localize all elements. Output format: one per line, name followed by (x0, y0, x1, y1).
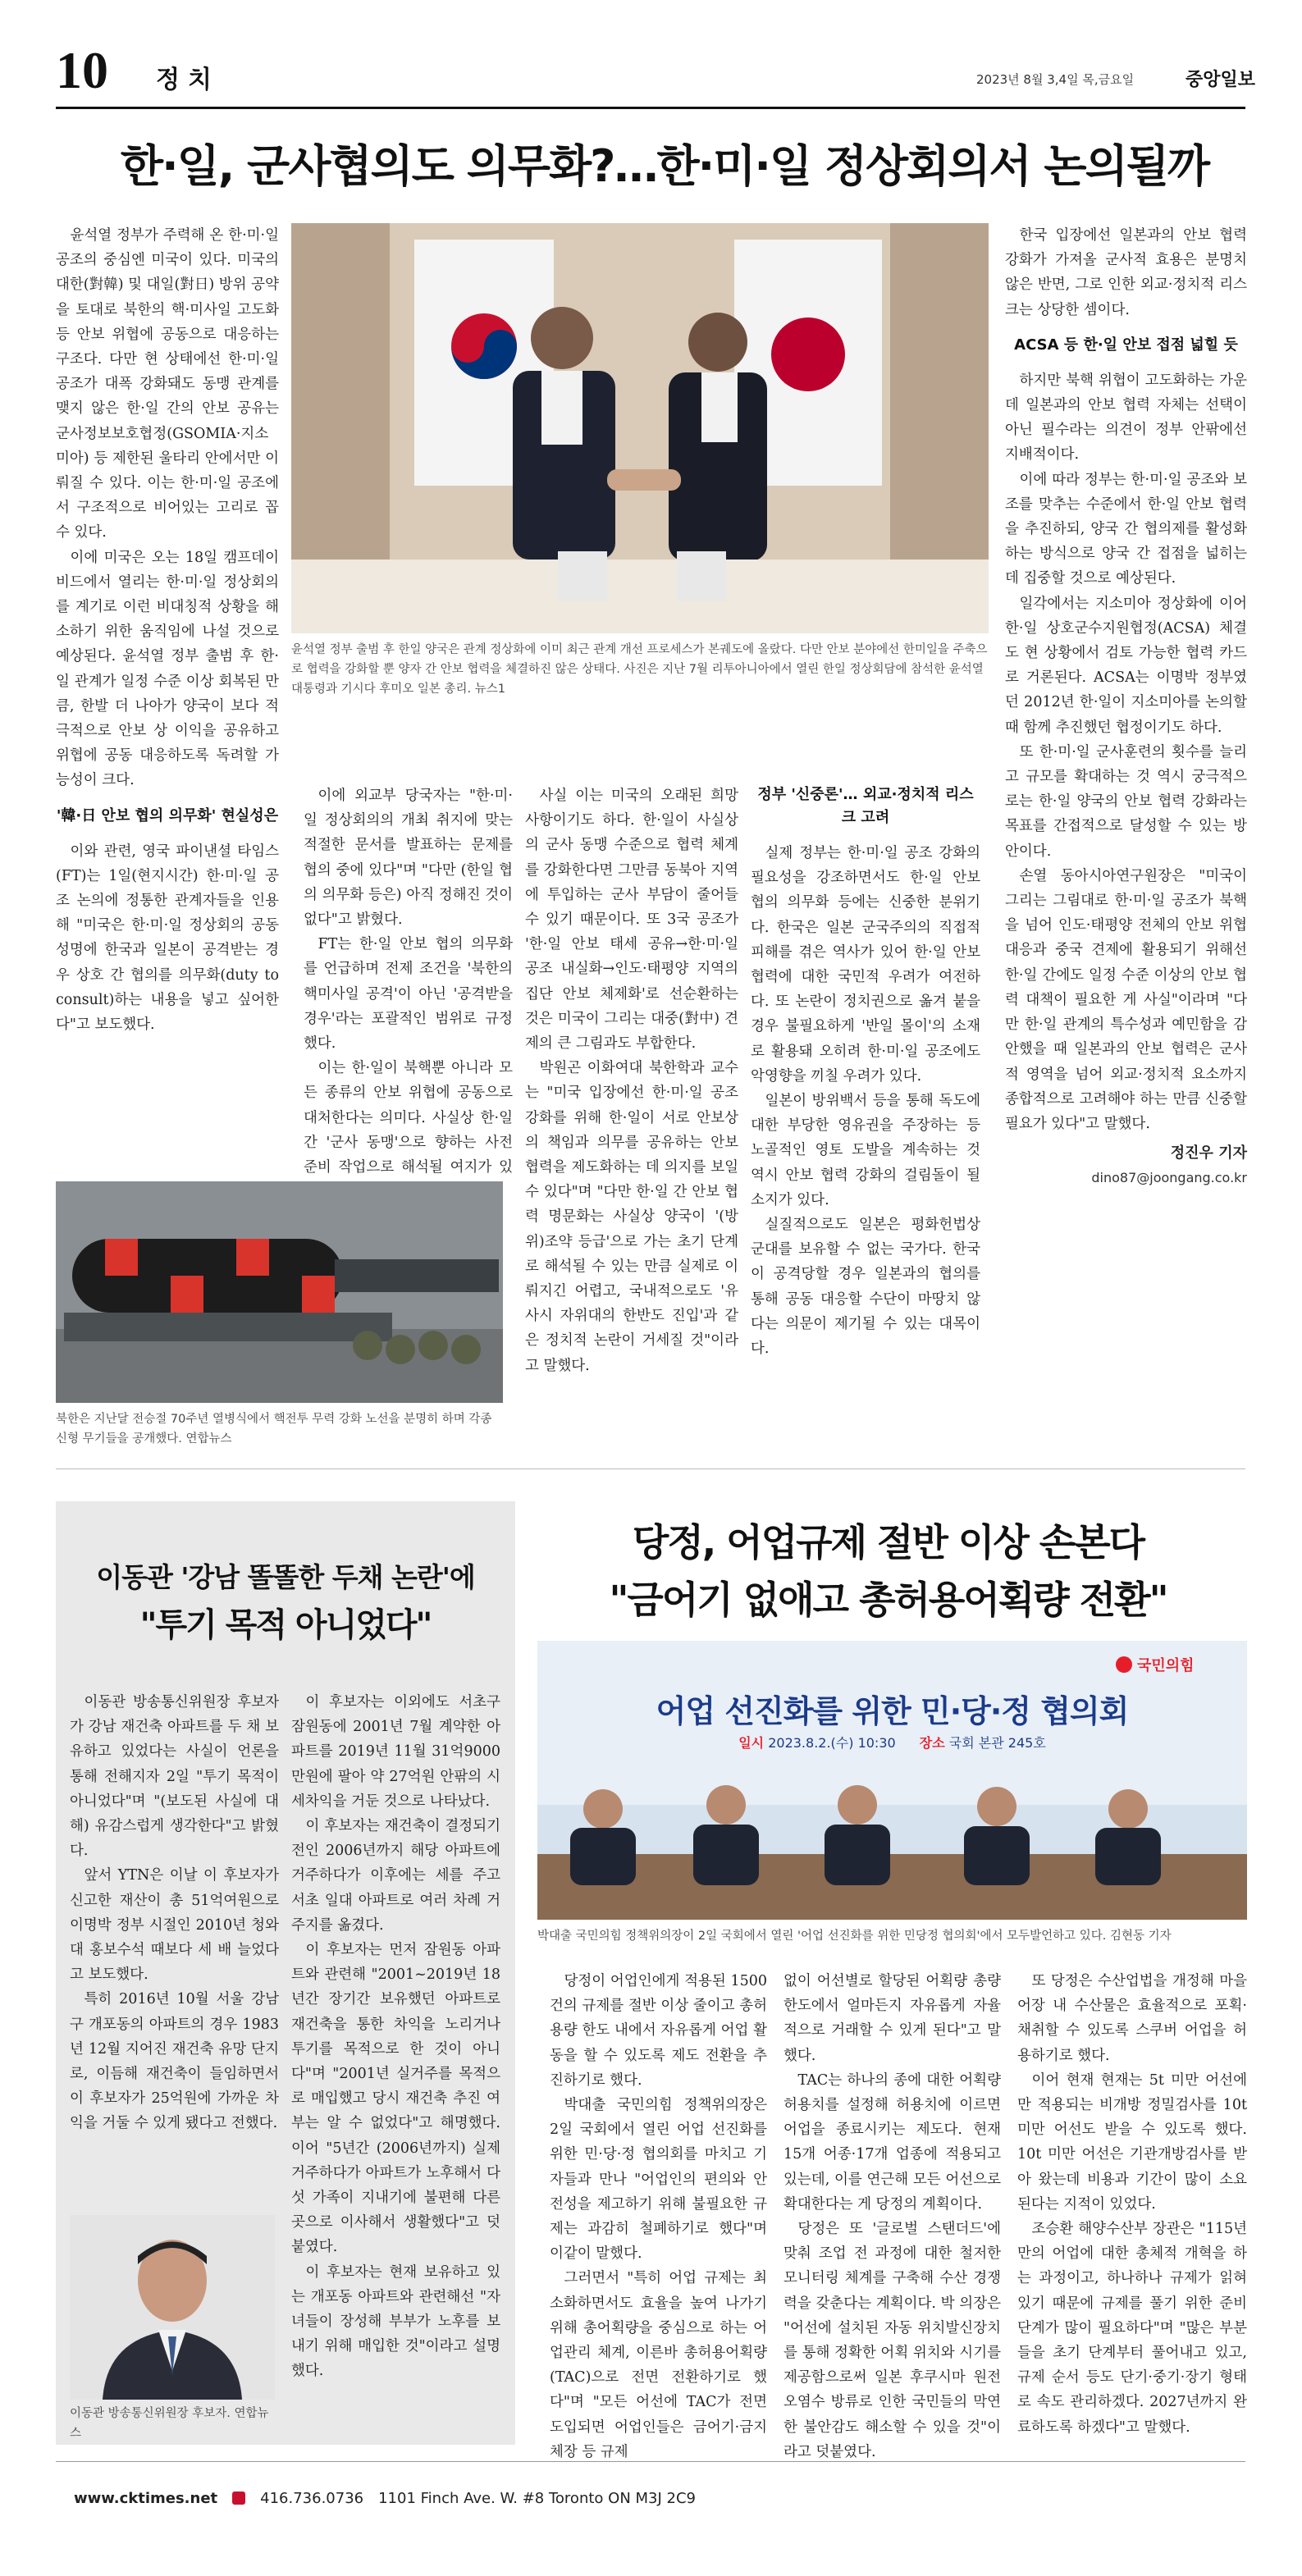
story3-column-3 (1017, 1969, 1247, 2440)
paragraph: 일각에서는 지소미아 정상화에 이어 한·일 상호군수지원협정(ACSA) 체결도 현 상황에서 검토 가능한 협력 카드로 거론된다. ACSA는 이명박 정부였던 2012년 한·일이 지소미아를 논의할 때 함께 추진했던 협정이기도 하다. (1005, 595, 1247, 736)
footer-address: 1101 Finch Ave. W. #8 Toronto ON M3J 2C9 (378, 2489, 696, 2507)
paragraph: 또 한·미·일 군사훈련의 횟수를 늘리고 규모를 확대하는 것 역시 궁극적으로는 한·일 양국의 안보 협력 강화라는 목표를 간접적으로 달성할 수 있는 방안이다. (1005, 743, 1247, 860)
section-divider (56, 1468, 1245, 1469)
attendees-graphic (537, 1764, 1247, 1920)
paragraph: 이는 한·일이 북핵뿐 아니라 모든 종류의 안보 위협에 공동으로 대처한다는 의미다. 사실상 한·일 간 '군사 동맹'으로 향하는 사전 준비 작업으로 해석될 여지가 있 (304, 1060, 513, 1176)
paragraph: 이와 관련, 영국 파이낸셜 타임스(FT)는 1일(현지시간) 한·미·일 공조 논의에 정통한 관계자들을 인용해 "미국은 한·미·일 정상회의 공동성명에 한국과 일본이 공격받는 경우 상호 간 협의를 의무화(duty to consult)하는 내용을 넣고 싶어한다"고 보도했다. (56, 843, 279, 1034)
portrait-graphic (70, 2215, 275, 2400)
conference-photo-caption: 박대출 국민의힘 정책위의장이 2일 국회에서 열린 '어업 선진화를 위한 민당정 협의회'에서 모두발언하고 있다. 김현동 기자 (537, 1930, 1172, 1943)
story2-headline-line2: "투기 목적 아니었다" (139, 1606, 432, 1644)
party-name: 국민의힘 (1137, 1657, 1195, 1674)
banner-details (537, 1733, 1247, 1752)
portrait-caption: 이동관 방송통신위원장 후보자. 연합뉴스 (70, 2407, 269, 2440)
paragraph: 조승환 해양수산부 장관은 "115년 만의 어업에 대한 총체적 개혁을 하는 과정이고, 하나하나 규제가 읽혀 있기 때문에 규제를 풀기 위한 준비 단계가 많이 필요하다"며 "많은 부분들을 초기 단계부터 풀어내고 있고, 규제 순서 등도 단기·중기·장기 형태로 속도 관리하겠다. 2027년까지 완료하도록 하겠다"고 말했다. (1017, 2221, 1247, 2436)
story3-column-2 (783, 1969, 1001, 2464)
story2-headline-line1: 이동관 '강남 똘똘한 두채 논란'에 (96, 1561, 475, 1593)
paragraph: 하지만 북핵 위협이 고도화하는 가운데 일본과의 안보 협력 자체는 선택이 아닌 필수라는 의견이 정부 안팎에선 지배적이다. (1005, 372, 1247, 464)
subheading: ACSA 등 한·일 안보 접점 넓힐 듯 (1014, 336, 1238, 354)
story2-column-2 (291, 1690, 500, 2384)
paragraph: 이에 외교부 당국자는 "한·미·일 정상회의의 개최 취지에 맞는 적절한 문서를 발표하는 문제를 협의 중에 있다"며 "다만 (한일 협의 의무화 등은) 아직 정해진 것이 없다"고 밝혔다. (304, 788, 513, 929)
subheading: 정부 '신중론'… 외교·정치적 리스크 고려 (757, 786, 974, 826)
paragraph: 없이 어선별로 할당된 어획량 총량 한도에서 얼마든지 자유롭게 자율적으로 거래할 수 있게 된다"고 말했다. (783, 1973, 1001, 2064)
issue-date: 2023년 8월 3,4일 목,금요일 (976, 72, 1135, 87)
story1-column-1 (56, 223, 279, 1037)
paragraph: 실제 정부는 한·미·일 공조 강화의 필요성을 강조하면서도 한·일 안보 협의 의무화 등에는 신중한 분위기다. 한국은 일본 군국주의의 직접적 피해를 겪은 역사가 있어 한·일 안보 협력에 대한 국민적 우려가 여전하다. 또 논란이 정치권으로 옮겨 붙을 경우 불필요하게 '반일 몰이'의 소재로 활용돼 오히려 한·미·일 공조에도 악영향을 끼칠 우려가 있다. (751, 845, 980, 1085)
subheading: '韓·日 안보 협의 의무화' 현실성은 (56, 806, 279, 824)
date-label: 일시 (738, 1735, 765, 1751)
phone-icon (232, 2492, 245, 2505)
paragraph: 박대출 국민의힘 정책위의장은 2일 국회에서 열린 어업 선진화를 위한 민·당·정 협의회를 마치고 기자들과 만나 "어업인의 편의와 안전성을 제고하기 위해 불필요한 규제는 과감히 철폐하기로 했다"며 이같이 말했다. (550, 2097, 767, 2263)
place-label: 장소 (919, 1735, 945, 1751)
paragraph: TAC는 하나의 종에 대한 어획량 허용치를 설정해 허용치에 이르면 어업을 종료시키는 제도다. 현재 15개 어종·17개 업종에 적용되고 있는데, 이를 연근해 모든 어선으로 확대한다는 게 당정의 계획이다. (783, 2071, 1001, 2213)
missile-photo (56, 1181, 503, 1403)
paragraph: 당정이 어업인에게 적용된 1500건의 규제를 절반 이상 줄이고 총허용량 한도 내에서 자유롭게 어업 활동을 할 수 있도록 제도 전환을 추진하기로 했다. (550, 1973, 767, 2089)
missile-photo-graphic (56, 1181, 503, 1403)
newspaper-name: 중앙일보 (1186, 69, 1256, 90)
banner-title: 어업 선진화를 위한 민·당·정 협의회 (656, 1693, 1129, 1729)
paragraph: 실질적으로도 일본은 평화헌법상 군대를 보유할 수 없는 국가다. 한국이 공격당할 경우 일본과의 협의를 통해 공동 대응할 수단이 마땅치 않다는 의문이 제기될 수 있는 대목이다. (751, 1217, 980, 1358)
paragraph: 당정은 또 '글로벌 스탠더드'에 맞춰 조업 전 과정에 대한 철저한 모니터링 체계를 구축해 수산 경쟁력을 갖춘다는 계획이다. 박 의장은 "어선에 설치된 자동 위치발신장치를 통해 정확한 어획 위치와 시기를 제공함으로써 일본 후쿠시마 원전 오염수 방류로 인한 국민들의 막연한 불안감도 해소할 수 있을 것"이라고 덧붙였다. (783, 2221, 1001, 2460)
story1-headline: 한·일, 군사협의도 의무화?…한·미·일 정상회의서 논의될까 (120, 140, 1209, 192)
paragraph: 이 후보자는 이외에도 서초구 잠원동에 2001년 7월 계약한 아파트를 2019년 11월 31억9000만원에 팔아 약 27억원 안팎의 시세차익을 거둔 것으로 나타났다. (291, 1694, 500, 1810)
story3-headline-line2: "금어기 없애고 총허용어획량 전환" (609, 1578, 1167, 1622)
party-logo (1116, 1652, 1195, 1677)
event-date: 2023.8.2.(수) 10:30 (768, 1735, 896, 1751)
paragraph: 손열 동아시아연구원장은 "미국이 그리는 그림대로 한·미·일 공조가 북핵을 넘어 인도·태평양 전체의 안보 위협 대응과 중국 견제에 활용되기 위해선 한·일 간에도 일정 수준 이상의 안보 협력 대책이 필요한 게 사실"이라며 "다만 한·일 관계의 특수성과 예민함을 감안했을 때 일본과의 안보 협력은 군사적 영역을 넘어 외교·정치적 요소까지 종합적으로 고려해야 하는 만큼 신중할 필요가 있다"고 말했다. (1005, 867, 1247, 1132)
paragraph: 이 후보자는 재건축이 결정되기 전인 2006년까지 해당 아파트에 거주하다가 이후에는 세를 주고 서초 일대 아파트로 여러 차례 거주지를 옮겼다. (291, 1818, 500, 1934)
paragraph: 특히 2016년 10월 서울 강남구 개포동의 아파트의 경우 1983년 12월 지어진 재건축 유망 단지로, 이듬해 재건축이 들임하면서 이 후보자가 25억원에 가까운 차익을 거둘 수 있게 됐다고 전했다. (70, 1991, 279, 2132)
story1-column-2 (304, 783, 513, 1204)
leaders-photo-caption: 윤석열 정부 출범 후 한일 양국은 관계 정상화에 이미 최근 관계 개선 프로세스가 본궤도에 올랐다. 다만 안보 분야에선 한미일을 주축으로 협력을 강화할 뿐 양자 간 안보 협력을 체결하진 않은 상태다. 사진은 지난 7월 리투아니아에서 열린 한일 정상회담에 참석한 윤석열 대통령과 기시다 후미오 일본 총리. 뉴스1 (291, 643, 988, 696)
paragraph: 이 후보자는 먼저 잠원동 아파트와 관련해 "2001~2019년 18년간 장기간 보유했던 아파트로 재건축을 통한 차익을 노리거나 투기를 목적으로 한 것이 아니다"며 "2001년 실거주를 목적으로 매입했고 당시 재건축 추진 여부는 알 수 없었다"고 해명했다. 이어 "5년간 (2006년까지) 실제 거주하다가 아파트가 노후해서 다섯 가족이 지내기에 불편해 다른 곳으로 이사해서 생활했다"고 덧붙였다. (291, 1942, 500, 2256)
event-place: 국회 본관 245호 (948, 1735, 1046, 1751)
paragraph: 윤석열 정부가 주력해 온 한·미·일 공조의 중심엔 미국이 있다. 미국의 대한(對韓) 및 대일(對日) 방위 공약을 토대로 북한의 핵·미사일 고도화 등 안보 위협에 공동으로 대응하는 구조다. 다만 현 상태에선 한·미·일 공조가 대폭 강화돼도 동맹 관계를 맺지 않은 한·일 간의 안보 공유는 군사정보보호협정(GSOMIA·지소미아) 등 제한된 울타리 안에서만 이뤄질 수 있다. 이는 한·미·일 공조에서 구조적으로 비어있는 고리로 꼽수 있다. (56, 227, 279, 541)
missile-photo-caption: 북한은 지난달 전승절 70주년 열병식에서 핵전투 무력 강화 노선을 분명히 하며 각종 신형 무기들을 공개했다. 연합뉴스 (56, 1413, 492, 1446)
leaders-photo (291, 223, 989, 633)
story1-column-5 (1005, 223, 1247, 1191)
paragraph: 박원곤 이화여대 북한학과 교수는 "미국 입장에선 한·미·일 공조 강화를 위해 한·일이 서로 안보상의 책임과 의무를 공유하는 안보 협력을 제도화하는 데 의지를 보일 수 있다"며 "다만 한·일 간 안보 협력 명문화는 사실상 양국이 '(방위)조약 등급'으로 가는 초기 단계로 해석될 수 있는 만큼 실제로 이뤄지긴 어렵고, 국내적으로도 '유사시 자위대의 한반도 진입'과 같은 정치적 논란이 거세질 것"이라고 말했다. (525, 1060, 738, 1374)
paragraph: 이어 현재 현재는 5t 미만 어선에만 적용되는 비개방 정밀검사를 10t 미만 어선도 받을 수 있도록 했다. 10t 미만 어선은 기관개방검사를 받아 왔는데 비용과 기간이 많이 소요된다는 지적이 있었다. (1017, 2071, 1247, 2213)
conference-photo (537, 1641, 1247, 1920)
party-logo-icon (1116, 1656, 1132, 1673)
footer (74, 2486, 696, 2510)
header-rule (56, 107, 1245, 109)
paragraph: 사실 이는 미국의 오래된 희망 사항이기도 하다. 한·일이 사실상의 군사 동맹 수준으로 협력 체계를 강화한다면 그만큼 동북아 지역에 투입하는 군사 부담이 줄어들 수 있기 때문이다. 또 3국 공조가 '한·일 안보 태세 공유→한·미·일 공조 내실화→인도·태평양 지역의 집단 안보 체제화'로 선순환하는 것은 미국이 그리는 대중(對中) 견제의 큰 그림과도 부합한다. (525, 788, 738, 1053)
paragraph: 앞서 YTN은 이날 이 후보자가 신고한 재산이 총 51억여원으로 이명박 정부 시절인 2010년 청와대 홍보수석 때보다 세 배 늘었다고 보도했다. (70, 1867, 279, 1984)
paragraph: 이동관 방송통신위원장 후보자가 강남 재건축 아파트를 두 채 보유하고 있었다는 사실이 언론을 통해 전해지자 2일 "투기 목적이 아니었다"며 "(보도된 사실에 대해) 유감스럽게 생각한다"고 밝혔다. (70, 1694, 279, 1860)
story3-column-1 (550, 1969, 767, 2464)
paragraph: 일본이 방위백서 등을 통해 독도에 대한 부당한 영유권을 주장하는 등 노골적인 영토 도발을 계속하는 것 역시 안보 협력 강화의 걸림돌이 될 소지가 있다. (751, 1093, 980, 1208)
section-title: 정치 (156, 66, 220, 94)
paragraph: FT는 한·일 안보 협의 의무화를 언급하며 전제 조건을 '북한의 핵미사일 공격'이 아닌 '공격받을 경우'라는 포괄적인 범위로 규정했다. (304, 936, 513, 1053)
leaders-photo-graphic (291, 223, 989, 633)
paragraph: 이 후보자는 현재 보유하고 있는 개포동 아파트와 관련해선 "자녀들이 장성해 부부가 노후를 보내기 위해 매입한 것"이라고 설명했다. (291, 2263, 500, 2380)
reporter-email: dino87@joongang.co.kr (1091, 1170, 1247, 1186)
footer-phone: 416.736.0736 (260, 2489, 364, 2507)
story1-column-4 (751, 783, 980, 1361)
paragraph: 그러면서 "특히 어업 규제는 최소화하면서도 효율을 높여 나가기 위해 총어획량을 중심으로 하는 어업관리 체계, 이른바 총허용어획량(TAC)으로 전면 전환하기로 했다"며 "모든 어선에 TAC가 전면 도입되면 어업인들은 금어기·금지체장 등 규제 (550, 2270, 767, 2460)
paragraph: 이에 미국은 오는 18일 캠프데이비드에서 열리는 한·미·일 정상회의를 계기로 이런 비대칭적 상황을 해소하기 위한 움직임에 나설 것으로 예상된다. 윤석열 정부 출범 후 한·일 관계가 일정 수준 이상 회복된 만큼, 한발 더 나아가 양국이 보다 적극적으로 안보 상 이익을 공유하고 위협에 공동 대응하도록 독려할 가능성이 크다. (56, 549, 279, 789)
story3-headline-line1: 당정, 어업규제 절반 이상 손본다 (632, 1520, 1144, 1564)
byline: 정진우 기자 (1170, 1144, 1247, 1162)
story2-column-1 (70, 1690, 279, 2136)
page-number: 10 (56, 41, 108, 99)
story1-column-3 (525, 783, 738, 1378)
portrait-photo (70, 2215, 275, 2400)
paragraph: 또 당정은 수산업법을 개정해 마을 어장 내 수산물은 효율적으로 포획·채취할 수 있도록 스쿠버 어업을 허용하기로 했다. (1017, 1973, 1247, 2064)
footer-url[interactable]: www.cktimes.net (74, 2489, 218, 2507)
paragraph: 이에 따라 정부는 한·미·일 공조와 보조를 맞추는 수준에서 한·일 안보 협력을 추진하되, 양국 간 협의제를 활성화하는 방식으로 양국 간 접점을 넓히는 데 집중할 것으로 예상된다. (1005, 471, 1247, 587)
paragraph: 한국 입장에선 일본과의 안보 협력 강화가 가져올 군사적 효용은 분명치 않은 반면, 그로 인한 외교·정치적 리스크는 상당한 셈이다. (1005, 227, 1247, 318)
footer-rule (56, 2461, 1245, 2462)
